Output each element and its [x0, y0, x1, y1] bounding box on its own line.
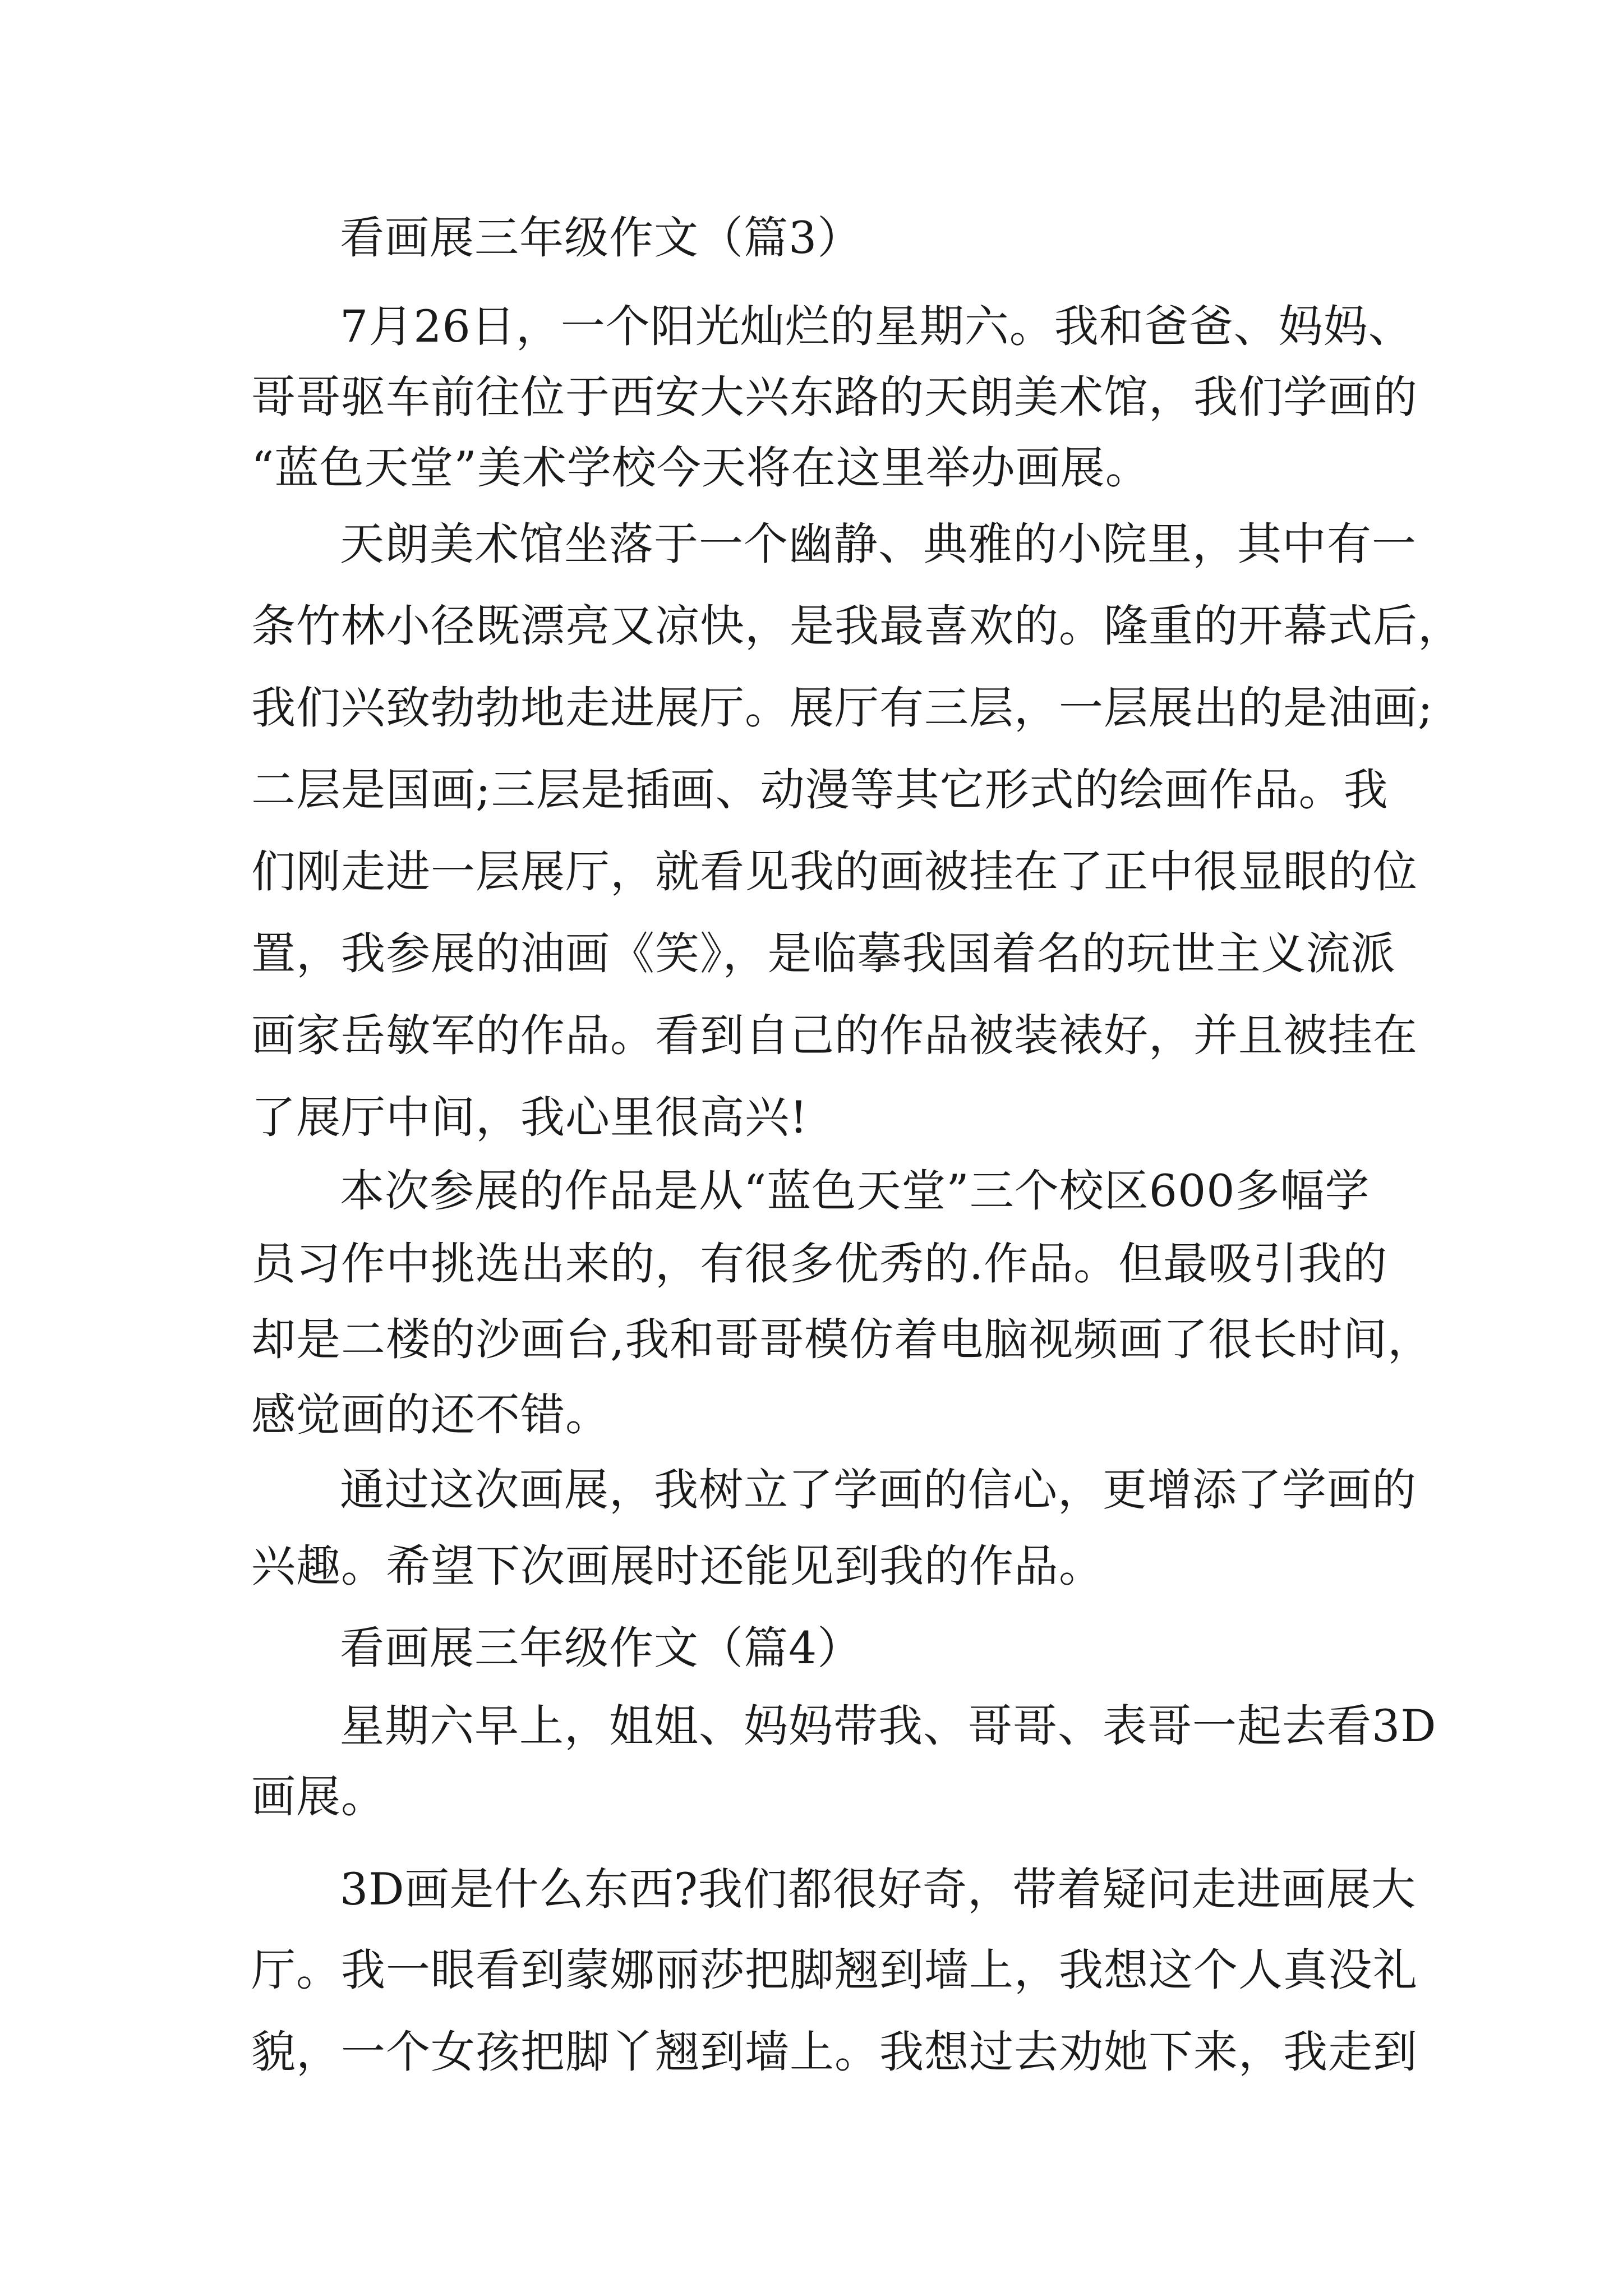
paragraph-line: 通过这次画展，我树立了学画的信心，更增添了学画的 — [340, 1464, 1417, 1516]
paragraph-line: 貌，一个女孩把脚丫翘到墙上。我想过去劝她下来，我走到 — [251, 2026, 1418, 2078]
paragraph-line: 画展。 — [251, 1771, 386, 1823]
paragraph-line: 画家岳敏军的作品。看到自己的作品被装裱好，并且被挂在 — [251, 1010, 1418, 1061]
paragraph-line: 条竹林小径既漂亮又凉快，是我最喜欢的。隆重的开幕式后， — [251, 600, 1463, 652]
paragraph-line: 感觉画的还不错。 — [251, 1389, 610, 1441]
paragraph-line: 天朗美术馆坐落于一个幽静、典雅的小院里，其中有一 — [340, 518, 1417, 570]
paragraph-line: 二层是国画;三层是插画、动漫等其它形式的绘画作品。我 — [251, 764, 1389, 816]
paragraph-line: 本次参展的作品是从“蓝色天堂”三个校区600多幅学 — [340, 1165, 1370, 1217]
paragraph-line: 厅。我一眼看到蒙娜丽莎把脚翘到墙上，我想这个人真没礼 — [251, 1944, 1418, 1996]
essay-heading-4: 看画展三年级作文（篇4） — [340, 1622, 863, 1674]
paragraph-line: 了展厅中间，我心里很高兴! — [251, 1092, 808, 1143]
paragraph-line: 我们兴致勃勃地走进展厅。展厅有三层，一层展出的是油画; — [251, 682, 1433, 734]
paragraph-line: 置，我参展的油画《笑》，是临摹我国着名的玩世主义流派 — [251, 928, 1396, 979]
paragraph-line: 3D画是什么东西?我们都很好奇，带着疑问走进画展大 — [340, 1864, 1416, 1915]
paragraph-line: 兴趣。希望下次画展时还能见到我的作品。 — [251, 1540, 1104, 1592]
essay-heading-3: 看画展三年级作文（篇3） — [340, 212, 863, 264]
paragraph-line: 哥哥驱车前往位于西安大兴东路的天朗美术馆，我们学画的 — [251, 371, 1418, 423]
paragraph-line: 们刚走进一层展厅，就看见我的画被挂在了正中很显眼的位 — [251, 846, 1418, 898]
paragraph-line: “蓝色天堂”美术学校今天将在这里举办画展。 — [251, 442, 1150, 494]
paragraph-line: 7月26日，一个阳光灿烂的星期六。我和爸爸、妈妈、 — [340, 301, 1413, 352]
paragraph-line: 星期六早上，姐姐、妈妈带我、哥哥、表哥一起去看3D — [340, 1700, 1437, 1752]
paragraph-line: 却是二楼的沙画台,我和哥哥模仿着电脑视频画了很长时间， — [251, 1314, 1433, 1365]
paragraph-line: 员习作中挑选出来的，有很多优秀的.作品。但最吸引我的 — [251, 1238, 1388, 1290]
